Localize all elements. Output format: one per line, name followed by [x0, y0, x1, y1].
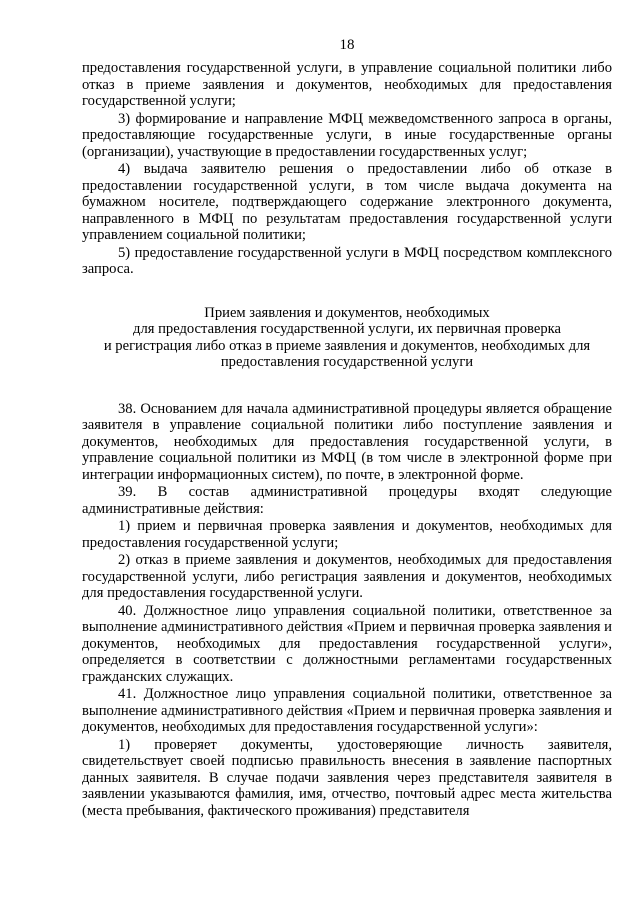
body-block — [82, 401, 612, 820]
page-number: 18 — [339, 37, 355, 53]
paragraph-40: 40. Должностное лицо управления социальной политики, ответственное за выполнение административного действия «Прием и первичная проверка заявления и документов, необходимых для предоставления государственной услуги», определяется в соответствии с должностными регламентами государственных гражданских служащих. — [82, 602, 612, 685]
paragraph-item-4: 4) выдача заявителю решения о предоставлении либо об отказе в предоставлении государственной услуги, в том числе выдача документа на бумажном носителе, подтверждающего содержание электронного документа, направленного в МФЦ по результатам предоставления государственной услуги управлением социальной политики; — [82, 161, 612, 243]
section-heading-line: Прием заявления и документов, необходимых — [204, 304, 490, 321]
section-heading — [82, 305, 612, 371]
section-heading-line: предоставления государственной услуги — [220, 354, 474, 370]
paragraph-39: 39. В состав административной процедуры входят следующие административные действия: — [82, 484, 612, 517]
paragraph-item-3: 3) формирование и направление МФЦ межведомственного запроса в органы, предоставляющие государственные услуги, в иные государственные органы (организации), участвующие в предоставлении государственных услуг; — [82, 110, 612, 160]
paragraph-41: 41. Должностное лицо управления социальной политики, ответственное за выполнение административного действия «Прием и первичная проверка заявления и документов, необходимых для предоставления государственной услуги»: — [82, 686, 612, 735]
paragraph-39-item-2: 2) отказ в приеме заявления и документов, необходимых для предоставления государственной услуги, либо регистрация заявления и документов, необходимых для предоставления государственной услуги. — [82, 552, 612, 601]
paragraph-39-item-1: 1) прием и первичная проверка заявления и документов, необходимых для предоставления государственной услуги; — [82, 518, 612, 551]
paragraph-item-5: 5) предоставление государственной услуги в МФЦ посредством комплексного запроса. — [82, 244, 612, 277]
section-heading-line: и регистрация либо отказ в приеме заявления и документов, необходимых для — [103, 337, 591, 354]
section-heading-line: для предоставления государственной услуги, их первичная проверка — [133, 321, 561, 337]
paragraph-41-item-1: 1) проверяет документы, удостоверяющие личность заявителя, свидетельствует своей подписью правильность внесения в заявление паспортных данных заявителя. В случае подачи заявления через представителя заявителя в заявлении указываются фамилия, имя, отчество, почтовый адрес места жительства (места пребывания, фактического проживания) представителя — [82, 736, 612, 819]
paragraph-intro-continuation: предоставления государственной услуги, в управление социальной политики либо отказ в приеме заявления и документов, необходимых для предоставления государственной услуги; — [82, 60, 612, 109]
intro-block — [82, 60, 612, 278]
paragraph-38: 38. Основанием для начала административной процедуры является обращение заявителя в управление социальной политики либо поступление заявления и документов, необходимых для предоставления государственной услуги, в управление социальной политики из МФЦ (в том числе в электронной форме при интеграции информационных систем), по почте, в электронной форме. — [82, 400, 612, 483]
